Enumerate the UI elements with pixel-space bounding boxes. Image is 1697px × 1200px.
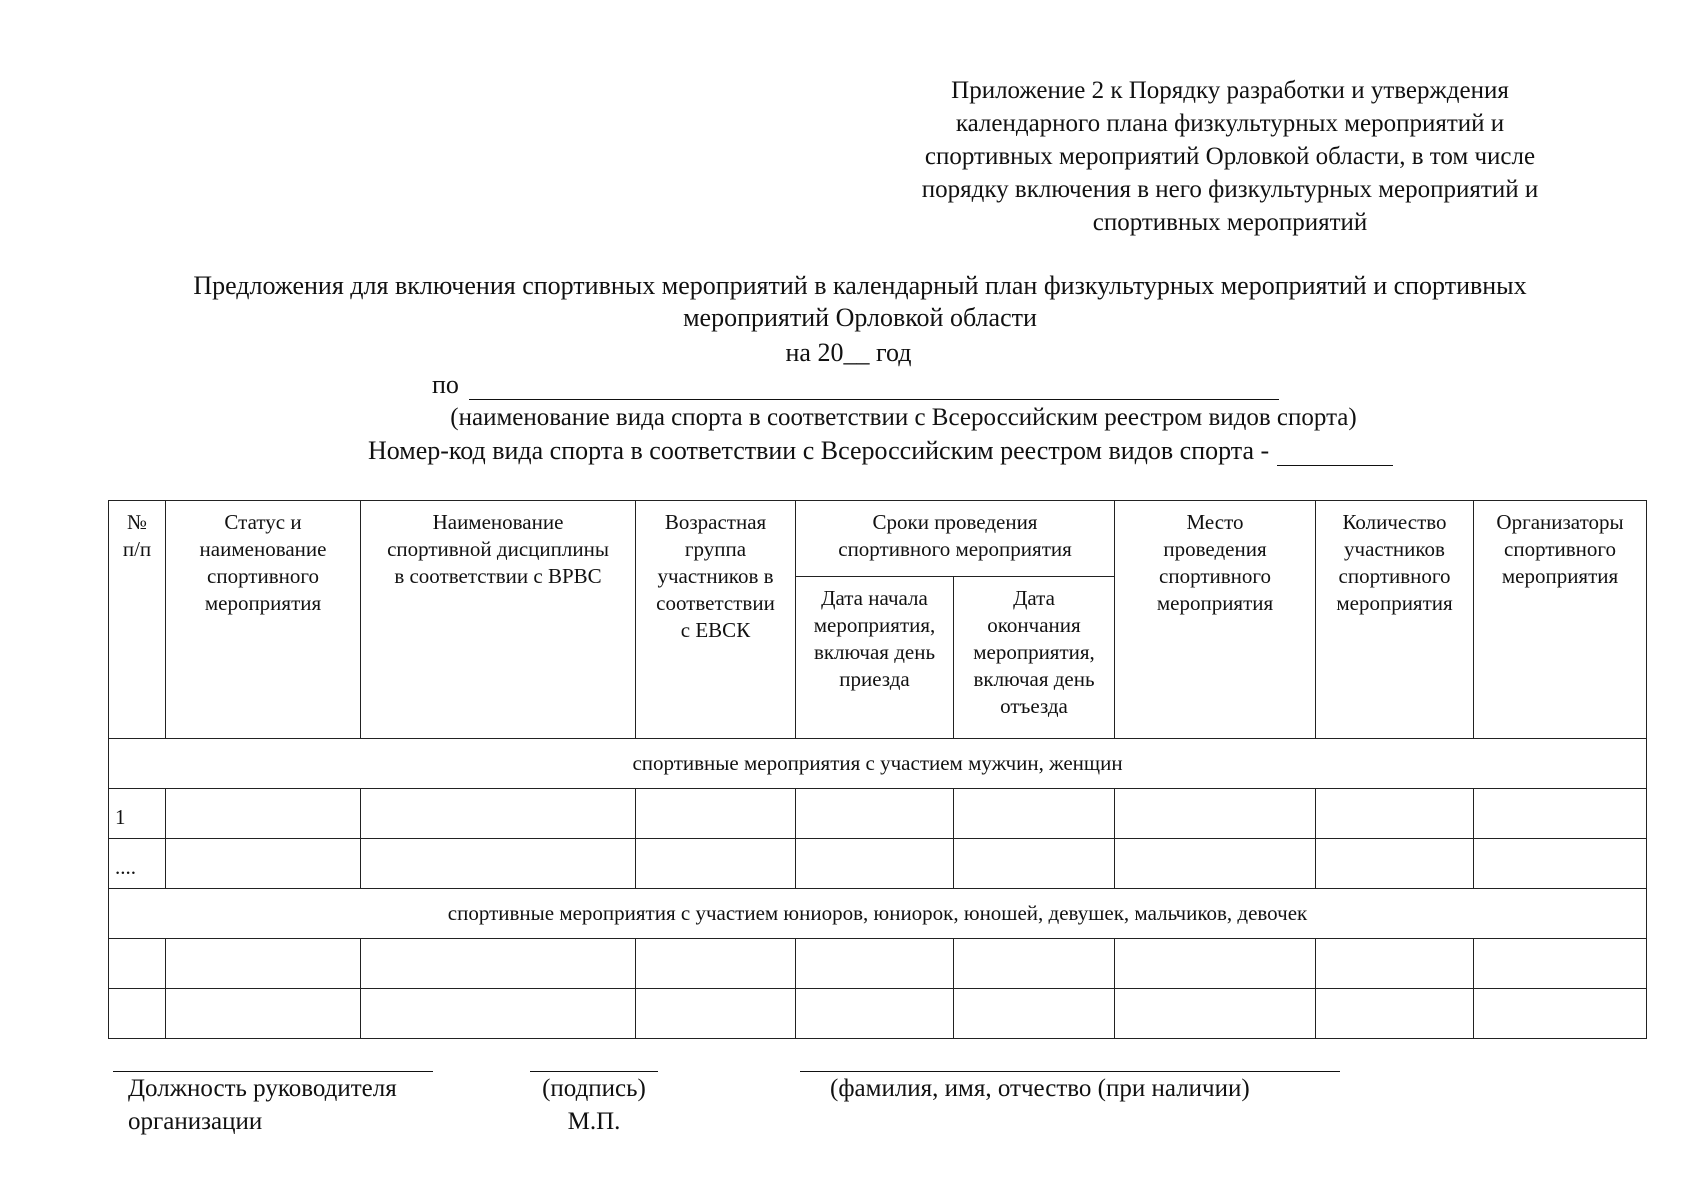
appendix-note xyxy=(860,74,1600,239)
row-number: 1 xyxy=(109,789,166,839)
header-age-group: Возрастная группа участников в соответствии с ЕВСК xyxy=(636,501,796,739)
sport-name-line xyxy=(432,370,1279,400)
header-num: № п/п xyxy=(109,501,166,739)
fullname-caption: (фамилия, имя, отчество (при наличии) xyxy=(830,1075,1250,1102)
section-juniors: спортивные мероприятия с участием юниоров, юниорок, юношей, девушек, мальчиков, девочек xyxy=(109,889,1647,939)
header-count: Количество участников спортивного мероприятия xyxy=(1316,501,1474,739)
header-date-start: Дата начала мероприятия, включая день приезда xyxy=(796,577,954,739)
title-line: мероприятий Орловкой области xyxy=(683,303,1037,332)
header-dates: Сроки проведения спортивного мероприятия xyxy=(796,501,1115,577)
signature-caption: (подпись) М.П. xyxy=(542,1075,646,1135)
appendix-line: Приложение 2 к Порядку разработки и утверждения xyxy=(951,77,1509,104)
header-discipline: Наименование спортивной дисциплины в соответствии с ВРВС xyxy=(361,501,636,739)
sport-name-blank xyxy=(469,375,1279,400)
po-label: по xyxy=(432,370,459,399)
table-row xyxy=(109,939,1647,989)
appendix-line: спортивных мероприятий xyxy=(1092,209,1368,236)
row-number: .... xyxy=(109,839,166,889)
position-caption: Должность руководителя организации xyxy=(128,1075,397,1135)
sport-code-blank xyxy=(1277,443,1393,466)
sport-code-label: Номер-код вида спорта в соответствии с Всероссийским реестром видов спорта - xyxy=(368,436,1270,465)
section-adults: спортивные мероприятия с участием мужчин, женщин xyxy=(109,739,1647,789)
appendix-line: порядку включения в него физкультурных мероприятий и xyxy=(921,176,1539,203)
header-status: Статус и наименование спортивного мероприятия xyxy=(166,501,361,739)
appendix-line: спортивных мероприятий Орловкой области, в том числе xyxy=(924,143,1536,170)
events-table xyxy=(108,500,1647,1039)
document-title xyxy=(100,270,1620,334)
appendix-line: календарного плана физкультурных мероприятий и xyxy=(955,110,1505,137)
title-line: Предложения для включения спортивных мероприятий в календарный план физкультурных мероприятий и спортивных xyxy=(193,271,1527,300)
header-place: Место проведения спортивного мероприятия xyxy=(1115,501,1316,739)
header-date-end: Дата окончания мероприятия, включая день отъезда xyxy=(954,577,1115,739)
sport-code-line xyxy=(368,436,1393,466)
year-line: на 20__ год xyxy=(785,338,912,367)
table-row xyxy=(109,839,1647,889)
sport-name-caption: (наименование вида спорта в соответствии с Всероссийским реестром видов спорта) xyxy=(450,404,1357,431)
table-row xyxy=(109,789,1647,839)
table-row xyxy=(109,989,1647,1039)
header-organizers: Организаторы спортивного мероприятия xyxy=(1474,501,1647,739)
